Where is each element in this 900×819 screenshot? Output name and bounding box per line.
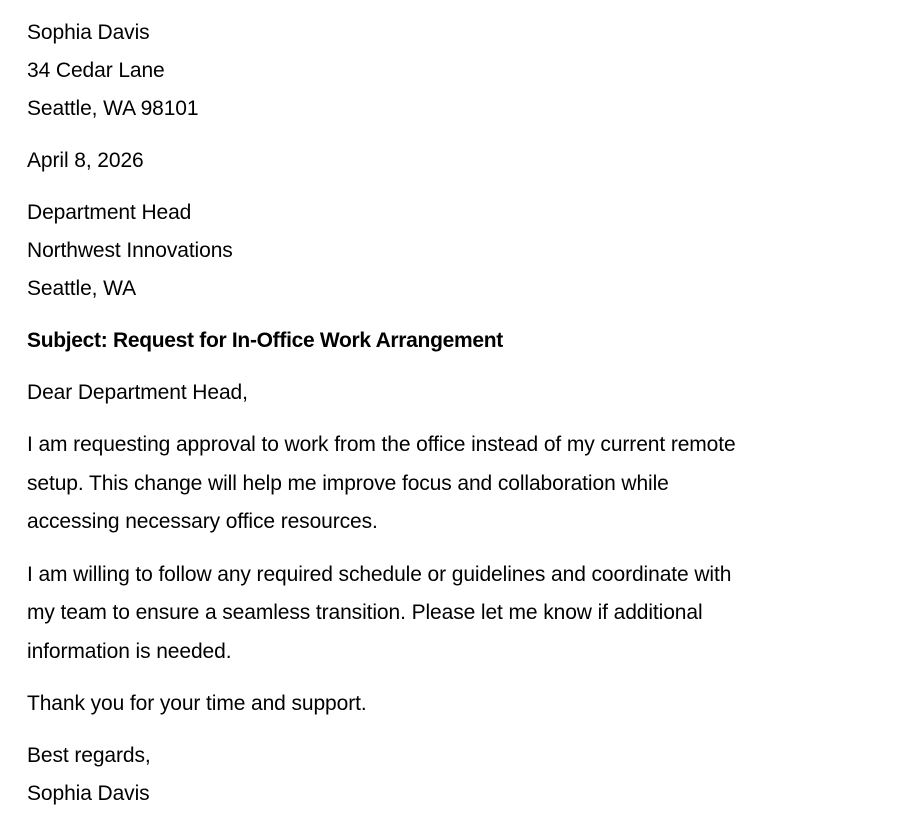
recipient-company: Northwest Innovations — [27, 239, 233, 262]
paragraph-line: my team to ensure a seamless transition. Please let me know if additional — [27, 601, 703, 624]
sender-city-state-zip: Seattle, WA 98101 — [27, 97, 199, 120]
closing: Best regards, — [27, 744, 151, 767]
salutation-block — [27, 374, 900, 412]
recipient-title: Department Head — [27, 201, 192, 224]
letter-date-block — [27, 142, 900, 180]
body-paragraph-2 — [27, 556, 900, 672]
sender-address — [27, 14, 900, 128]
subject-line: Subject: Request for In-Office Work Arrangement — [27, 329, 503, 352]
paragraph-line: I am requesting approval to work from the office instead of my current remote — [27, 433, 736, 456]
recipient-city-state: Seattle, WA — [27, 277, 136, 300]
subject-block — [27, 322, 900, 360]
thanks-line: Thank you for your time and support. — [27, 692, 367, 715]
signature: Sophia Davis — [27, 782, 150, 805]
body-paragraph-1 — [27, 426, 900, 542]
thanks-block — [27, 685, 900, 723]
paragraph-line: I am willing to follow any required schedule or guidelines and coordinate with — [27, 562, 732, 586]
paragraph-line: setup. This change will help me improve focus and collaboration while — [27, 471, 669, 495]
recipient-address — [27, 194, 900, 308]
paragraph-line: accessing necessary office resources. — [27, 510, 378, 533]
sender-name: Sophia Davis — [27, 21, 150, 44]
sender-street: 34 Cedar Lane — [27, 59, 165, 82]
letter-date: April 8, 2026 — [27, 149, 144, 172]
paragraph-line: information is needed. — [27, 639, 232, 663]
salutation: Dear Department Head, — [27, 381, 248, 404]
closing-block — [27, 737, 900, 813]
